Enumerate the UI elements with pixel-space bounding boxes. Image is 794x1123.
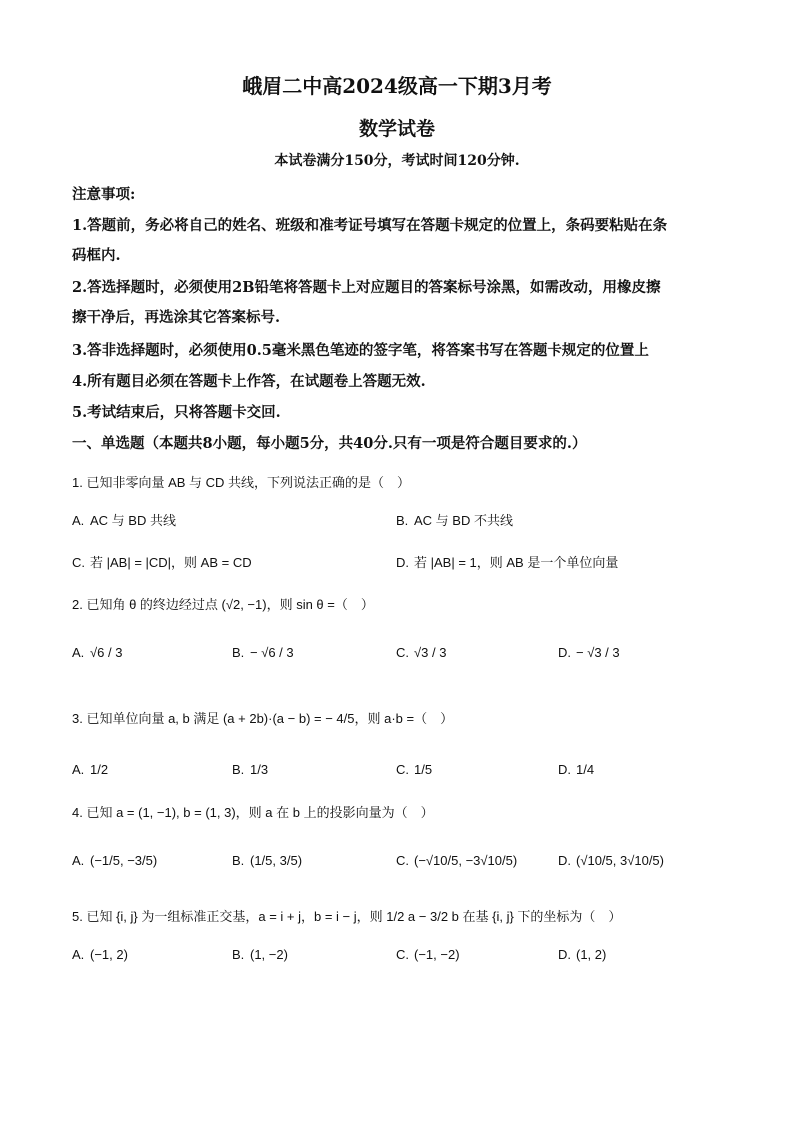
q5-option-c[interactable]: C. (−1, −2) [396, 947, 460, 962]
q4-option-a-text: (−1/5, −3/5) [90, 853, 158, 868]
q4-option-b[interactable]: B. (1/5, 3/5) [232, 853, 303, 868]
q2-option-a[interactable]: A. √6 / 3 [72, 645, 123, 660]
exam-title: 峨眉二中高2024级高一下期3月考 [242, 74, 552, 98]
q5-option-a[interactable]: A. (−1, 2) [72, 947, 128, 962]
q1-option-a[interactable]: A. AC 与 BD 共线 [72, 513, 176, 528]
q4-option-a[interactable]: A. (−1/5, −3/5) [72, 853, 158, 868]
q3-option-a-text: 1/2 [90, 762, 109, 777]
q3-option-b-text: 1/3 [250, 762, 269, 777]
q3-option-d[interactable]: D. 1/4 [558, 762, 595, 777]
q5-option-d[interactable]: D. (1, 2) [558, 947, 607, 962]
question-5-stem: 5. 已知 {i, j} 为一组标准正交基，a = i + j，b = i − j，则 1/2 a − 3/2 b 在基 {i, j} 下的坐标为（ ） [72, 909, 622, 924]
q4-option-b-text: (1/5, 3/5) [250, 853, 303, 868]
q1-option-a-text: AC 与 BD 共线 [90, 513, 176, 528]
q2-option-c-text: √3 / 3 [414, 645, 447, 660]
note-1a: 1.答题前，务必将自己的姓名、班级和准考证号填写在答题卡规定的位置上，条码要粘贴在条 [72, 217, 668, 234]
section-heading: 一、单选题（本题共8小题，每小题5分，共40分.只有一项是符合题目要求的.） [72, 435, 587, 452]
note-1b: 码框内. [72, 247, 121, 264]
q4-option-c-text: (−√10/5, −3√10/5) [414, 853, 518, 868]
q4-option-d-text: (√10/5, 3√10/5) [576, 853, 664, 868]
q4-option-d[interactable]: D. (√10/5, 3√10/5) [558, 853, 664, 868]
q3-option-d-text: 1/4 [576, 762, 595, 777]
q2-option-d-text: − √3 / 3 [576, 645, 620, 660]
q1-option-c[interactable]: C. 若 |AB| = |CD|，则 AB = CD [72, 555, 252, 570]
q2-option-b[interactable]: B. − √6 / 3 [232, 645, 294, 660]
question-2-stem: 2. 已知角 θ 的终边经过点 (√2, −1)，则 sin θ =（ ） [72, 597, 374, 612]
q3-option-a[interactable]: A. 1/2 [72, 762, 109, 777]
notes-heading: 注意事项: [72, 186, 136, 203]
note-2a: 2.答选择题时，必须使用2B铅笔将答题卡上对应题目的答案标号涂黑，如需改动，用橡皮擦 [72, 279, 661, 296]
q1-option-d-text: 若 |AB| = 1，则 AB 是一个单位向量 [414, 555, 619, 570]
exam-info: 本试卷满分150分，考试时间120分钟. [274, 153, 520, 169]
q3-option-b[interactable]: B. 1/3 [232, 762, 269, 777]
q2-option-c[interactable]: C. √3 / 3 [396, 645, 447, 660]
q2-option-a-text: √6 / 3 [90, 645, 123, 660]
note-5: 5.考试结束后，只将答题卡交回. [72, 404, 281, 421]
q1-option-c-text: 若 |AB| = |CD|，则 AB = CD [90, 555, 252, 570]
question-4-stem: 4. 已知 a = (1, −1), b = (1, 3)，则 a 在 b 上的投影向量为（ ） [72, 805, 434, 820]
note-2b: 擦干净后，再选涂其它答案标号. [72, 309, 281, 326]
note-3: 3.答非选择题时，必须使用0.5毫米黑色笔迹的签字笔，将答案书写在答题卡规定的位置上 [72, 342, 649, 359]
q5-option-c-text: (−1, −2) [414, 947, 460, 962]
q5-option-d-text: (1, 2) [576, 947, 607, 962]
q5-option-b[interactable]: B. (1, −2) [232, 947, 288, 962]
question-3-stem: 3. 已知单位向量 a, b 满足 (a + 2b)·(a − b) = − 4/5，则 a·b =（ ） [72, 711, 454, 726]
q5-option-a-text: (−1, 2) [90, 947, 128, 962]
q1-option-b[interactable]: B. AC 与 BD 不共线 [396, 513, 513, 528]
q2-option-b-text: − √6 / 3 [250, 645, 294, 660]
q5-option-b-text: (1, −2) [250, 947, 288, 962]
q4-option-c[interactable]: C. (−√10/5, −3√10/5) [396, 853, 518, 868]
q1-option-d[interactable]: D. 若 |AB| = 1，则 AB 是一个单位向量 [396, 555, 619, 570]
q2-option-d[interactable]: D. − √3 / 3 [558, 645, 620, 660]
q1-option-b-text: AC 与 BD 不共线 [414, 513, 513, 528]
exam-subject: 数学试卷 [358, 118, 435, 140]
q3-option-c[interactable]: C. 1/5 [396, 762, 433, 777]
note-4: 4.所有题目必须在答题卡上作答，在试题卷上答题无效. [72, 373, 426, 390]
q3-option-c-text: 1/5 [414, 762, 433, 777]
question-1-stem: 1. 已知非零向量 AB 与 CD 共线，下列说法正确的是（ ） [72, 475, 411, 490]
